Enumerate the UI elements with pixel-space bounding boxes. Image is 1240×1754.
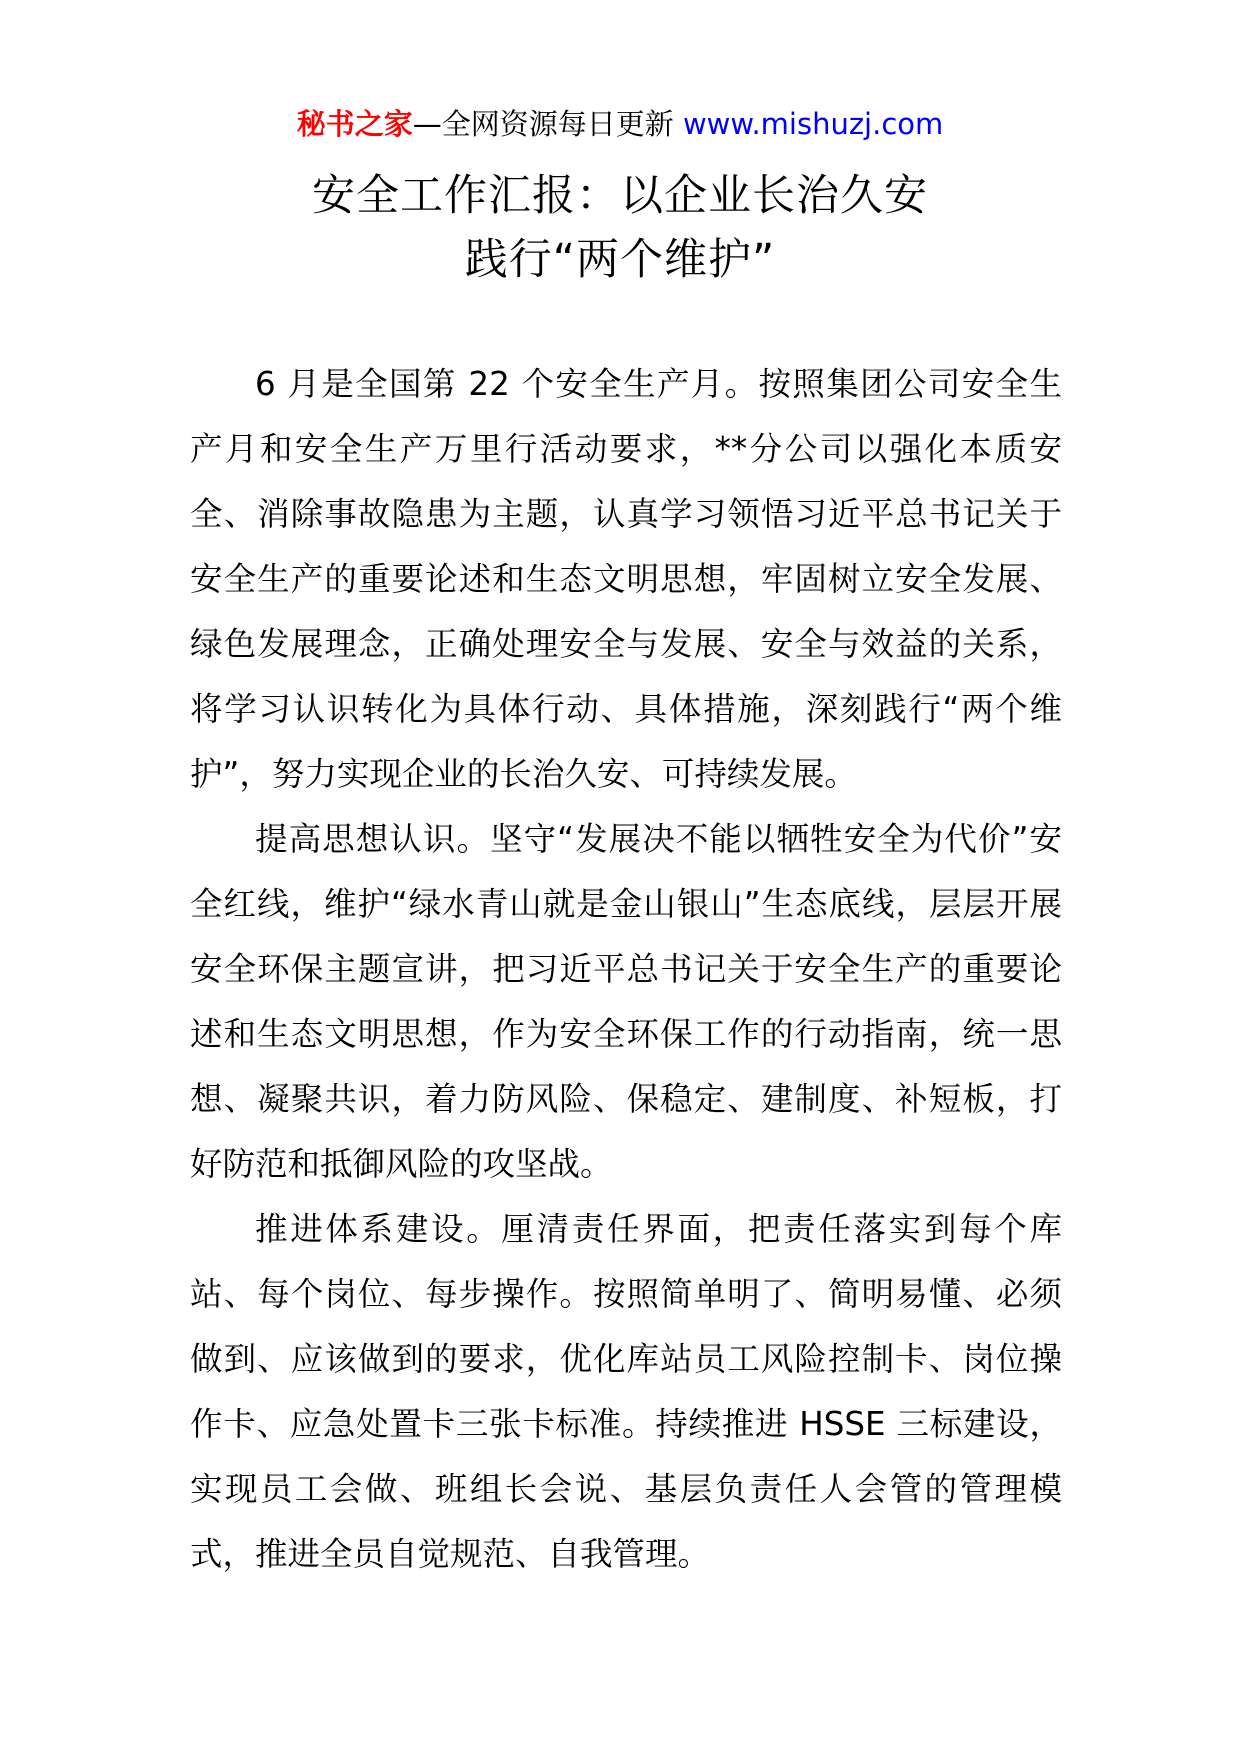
paragraph-thinking: 提高思想认识。坚守“发展决不能以牺牲安全为代价”安全红线，维护“绿水青山就是金山银山”生态底线，层层开展安全环保主题宣讲，把习近平总书记关于安全生产的重要论述和生态文明思想，作为安全环保工作的行动指南，统一思想、凝聚共识，着力防风险、保稳定、建制度、补短板，打好防范和抵御风险的攻坚战。 [190, 820, 1062, 1183]
title-line-1: 安全工作汇报：以企业长治久安 [312, 171, 928, 221]
document-title [0, 164, 1240, 292]
site-brand: 秘书之家 [296, 107, 413, 141]
site-header [0, 100, 1240, 148]
title-line-2: 践行“两个维护” [464, 235, 776, 285]
site-url-link[interactable]: www.mishuzj.com [682, 107, 944, 141]
site-slogan: —全网资源每日更新 [412, 107, 683, 141]
paragraph-system: 推进体系建设。厘清责任界面，把责任落实到每个库站、每个岗位、每步操作。按照简单明了、简明易懂、必须做到、应该做到的要求，优化库站员工风险控制卡、岗位操作卡、应急处置卡三张卡标准。持续推进 HSSE 三标建设，实现员工会做、班组长会说、基层负责任人会管的管理模式，推进全员自觉规范、自我管理。 [190, 1210, 1062, 1573]
document-body [190, 352, 1062, 1587]
paragraph-intro: 6 月是全国第 22 个安全生产月。按照集团公司安全生产月和安全生产万里行活动要求，**分公司以强化本质安全、消除事故隐患为主题，认真学习领悟习近平总书记关于安全生产的重要论述和生态文明思想，牢固树立安全发展、绿色发展理念，正确处理安全与发展、安全与效益的关系，将学习认识转化为具体行动、具体措施，深刻践行“两个维护”，努力实现企业的长治久安、可持续发展。 [190, 365, 1062, 793]
